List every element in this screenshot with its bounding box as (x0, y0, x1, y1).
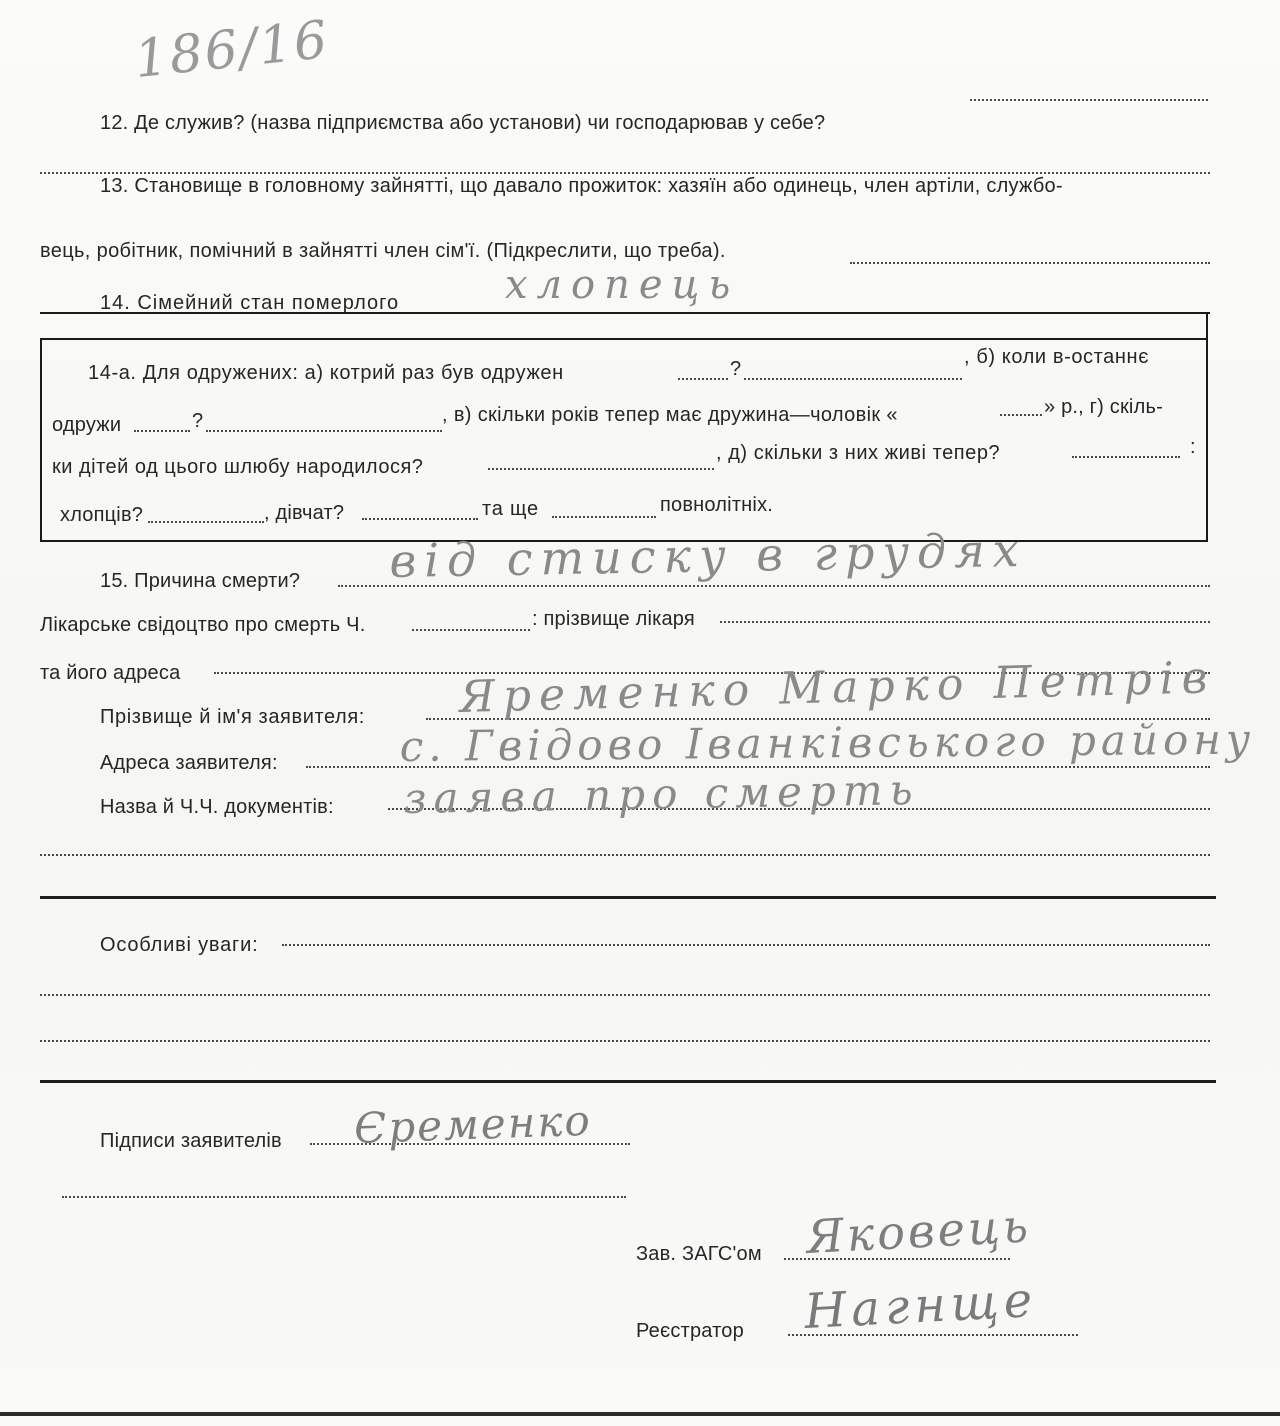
remarks-fill-1 (282, 944, 1210, 946)
signature-extra-fill (62, 1196, 626, 1198)
q14a-text-10: , дівчат? (264, 502, 345, 524)
q13-line-2: вець, робітник, помічний в зайнятті член сім'ї. (Підкреслити, що треба). (40, 240, 726, 262)
q14a-colon: : (1190, 436, 1196, 458)
q14a-text-1: 14-а. Для одружених: а) котрий раз був одружен (88, 362, 564, 384)
registrar-label: Реєстратор (636, 1320, 744, 1342)
q14a-fill-3 (134, 430, 190, 432)
applicant-address-value: с. Гвідово Іванківського району (399, 714, 1256, 771)
q14a-text-9: хлопців? (60, 504, 144, 526)
q14a-fill-10 (552, 516, 656, 518)
q14a-qmark-2: ? (192, 410, 204, 432)
q14a-qmark-1: ? (730, 358, 742, 380)
q12-fill-line (970, 99, 1208, 101)
q14a-fill-8 (148, 521, 264, 523)
signature-applicant-value: Єременко (353, 1095, 593, 1153)
applicant-address-label: Адреса заявителя: (100, 752, 278, 774)
remarks-label: Особливі уваги: (100, 934, 259, 956)
q14-label: 14. Сімейний стан померлого (100, 292, 400, 314)
q12-label: 12. Де служив? (назва підприємства або установи) чи господарював у себе? (100, 112, 826, 134)
registrar-signature: Нагнще (803, 1271, 1039, 1340)
q15-answer: від стиску в грудях (389, 522, 1028, 588)
q15-label: 15. Причина смерти? (100, 570, 301, 592)
q14a-box-top-border (40, 312, 1210, 314)
q14a-text-5: » р., г) скіль- (1044, 396, 1163, 418)
q15-cert-fill (412, 629, 530, 631)
q14a-text-12: повнолітніх. (660, 494, 774, 516)
q15-doctor-fill (720, 621, 1210, 623)
q14a-box-right-border (1206, 312, 1208, 338)
q14a-text-7: , д) скільки з них живі тепер? (716, 442, 1001, 464)
q14a-fill-9 (362, 518, 478, 520)
applicant-docs-value: заява про смерть (403, 765, 920, 823)
head-registry-signature: Яковець (805, 1198, 1033, 1264)
section-divider-1 (40, 896, 1216, 899)
section-divider-2 (40, 1080, 1216, 1083)
applicant-name-value: Яременко Марко Петрів (458, 652, 1216, 723)
q12-fill-line-2 (40, 172, 1210, 174)
q14a-fill-5 (1000, 414, 1042, 416)
q14a-text-3: одружи (52, 414, 122, 436)
q14a-fill-1 (678, 378, 728, 380)
q14a-text-2: , б) коли в-останнє (964, 346, 1150, 368)
q14-answer: хлопець (505, 262, 740, 308)
bottom-border-line (0, 1412, 1280, 1416)
archive-mark: 186/16 (131, 9, 332, 90)
q13-line-1: 13. Становище в головному зайнятті, що давало прожиток: хазяїн або одинець, член артіли, службо- (100, 175, 1063, 197)
head-registry-label: Зав. ЗАГС'ом (636, 1243, 762, 1265)
q14a-text-6: ки дітей од цього шлюбу народилося? (52, 456, 424, 478)
q14a-text-4: , в) скільки років тепер має дружина—чоловік « (442, 404, 898, 426)
extra-fill-line (40, 854, 1210, 856)
applicant-docs-label: Назва й Ч.Ч. документів: (100, 796, 334, 818)
applicant-name-label: Прізвище й ім'я заявителя: (100, 706, 365, 728)
q14a-fill-7 (1072, 456, 1180, 458)
q14a-fill-4 (206, 430, 442, 432)
q14a-text-11: та ще (482, 498, 539, 520)
q15-doctor-label: : прізвище лікаря (532, 608, 695, 630)
remarks-fill-2 (40, 994, 1210, 996)
q15-cert-label: Лікарське свідоцтво про смерть Ч. (40, 614, 366, 636)
q14a-fill-2 (744, 378, 962, 380)
q13-fill-line (850, 262, 1210, 264)
signature-applicant-label: Підписи заявителів (100, 1130, 282, 1152)
q14a-fill-6 (488, 468, 714, 470)
q15-address-label: та його адреса (40, 662, 181, 684)
remarks-fill-3 (40, 1040, 1210, 1042)
